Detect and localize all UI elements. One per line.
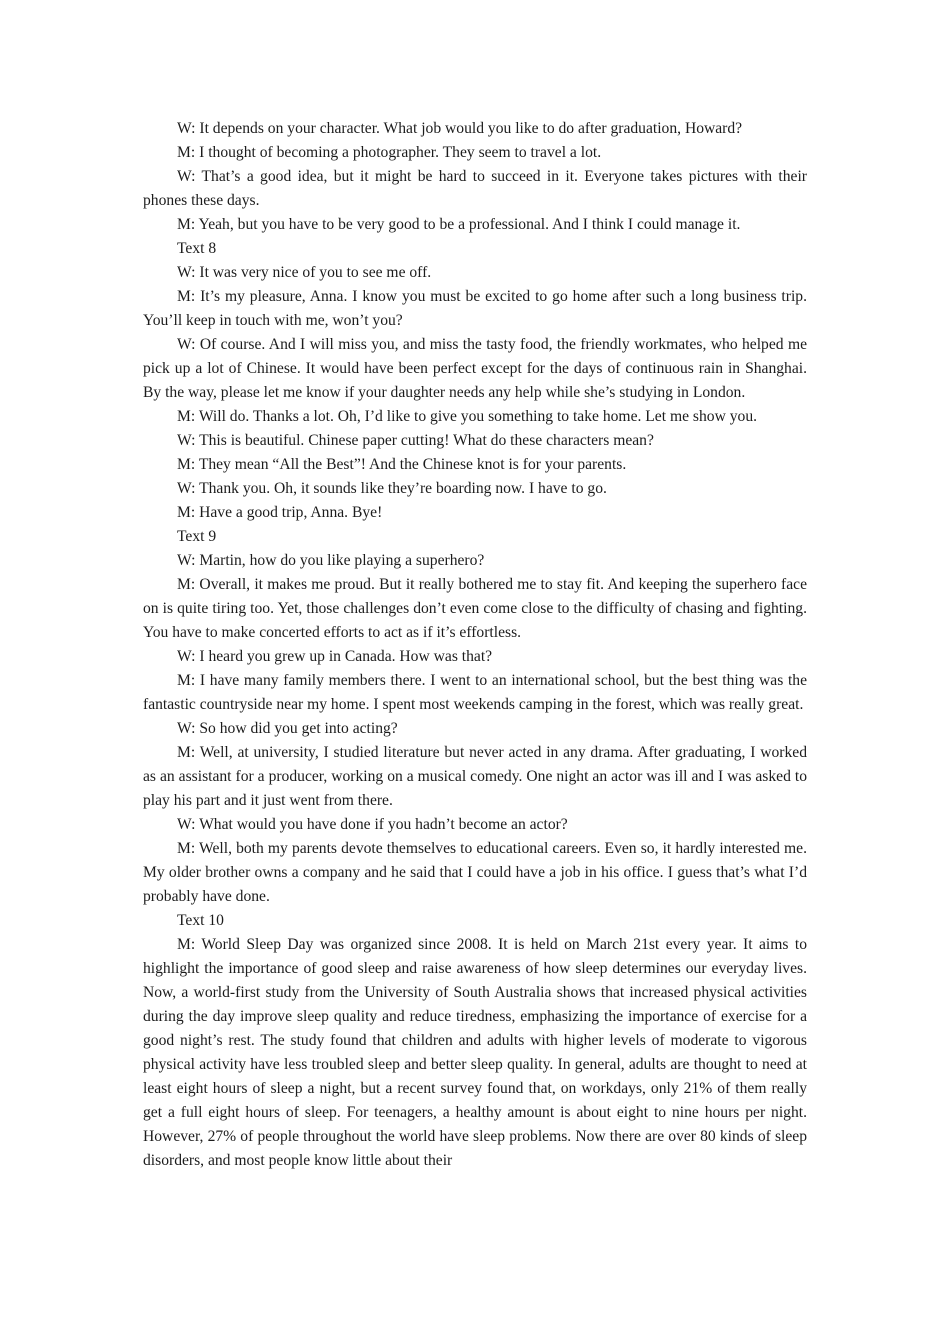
dialogue-line: W: It was very nice of you to see me off. — [177, 264, 432, 281]
dialogue-line: M: They mean “All the Best”! And the Chinese knot is for your parents. — [177, 456, 627, 473]
dialogue-line: W: Martin, how do you like playing a superhero? — [177, 552, 485, 569]
dialogue-line: M: Have a good trip, Anna. Bye! — [177, 504, 383, 521]
dialogue-line: M: I have many family members there. I went to an international school, but the best thing was the fantastic countryside near my home. I spent most weekends camping in the forest, which was really great. — [143, 672, 807, 713]
section-heading: Text 10 — [177, 912, 224, 929]
dialogue-line: M: Yeah, but you have to be very good to be a professional. And I think I could manage it. — [177, 216, 741, 233]
dialogue-line: W: Of course. And I will miss you, and miss the tasty food, the friendly workmates, who helped me pick up a lot of Chinese. It would have been perfect except for the days of continuous rain in Shanghai. By the way, please let me know if your daughter needs any help while she’s studying in London. — [143, 336, 807, 401]
dialogue-line: W: It depends on your character. What job would you like to do after graduation, Howard? — [177, 120, 743, 137]
section-heading: Text 8 — [177, 240, 217, 257]
dialogue-line: W: What would you have done if you hadn’t become an actor? — [177, 816, 568, 833]
document-page — [143, 117, 807, 1173]
dialogue-line: M: It’s my pleasure, Anna. I know you must be excited to go home after such a long business trip. You’ll keep in touch with me, won’t you? — [143, 288, 807, 329]
dialogue-line: W: This is beautiful. Chinese paper cutting! What do these characters mean? — [177, 432, 654, 449]
section-heading: Text 9 — [177, 528, 217, 545]
dialogue-line: M: Well, at university, I studied literature but never acted in any drama. After graduating, I worked as an assistant for a producer, working on a musical comedy. One night an actor was ill and I was asked to play his part and it just went from there. — [143, 744, 807, 809]
dialogue-line: M: Well, both my parents devote themselves to educational careers. Even so, it hardly interested me. My older brother owns a company and he said that I could have a job in his office. I guess that’s what I’d probably have done. — [143, 840, 807, 905]
monologue-paragraph: M: World Sleep Day was organized since 2008. It is held on March 21st every year. It aims to highlight the importance of good sleep and raise awareness of how sleep determines our everyday lives. Now, a world-first study from the University of South Australia shows that increased physical activities during the day improve sleep quality and reduce tiredness, emphasizing the importance of exercise for a good night’s rest. The study found that children and adults with higher levels of moderate to vigorous physical activity have less troubled sleep and better sleep quality. In general, adults are thought to need at least eight hours of sleep a night, but a recent survey found that, on workdays, only 21% of them really get a full eight hours of sleep. For teenagers, a healthy amount is about eight to nine hours per night. However, 27% of people throughout the world have sleep problems. Now there are over 80 kinds of sleep disorders, and most people know little about their — [143, 936, 807, 1169]
dialogue-line: W: So how did you get into acting? — [177, 720, 398, 737]
dialogue-line: W: That’s a good idea, but it might be hard to succeed in it. Everyone takes pictures with their phones these days. — [143, 168, 807, 209]
dialogue-line: W: Thank you. Oh, it sounds like they’re boarding now. I have to go. — [177, 480, 607, 497]
dialogue-line: M: I thought of becoming a photographer. They seem to travel a lot. — [177, 144, 602, 161]
dialogue-line: W: I heard you grew up in Canada. How was that? — [177, 648, 493, 665]
dialogue-line: M: Will do. Thanks a lot. Oh, I’d like to give you something to take home. Let me show you. — [177, 408, 758, 425]
dialogue-line: M: Overall, it makes me proud. But it really bothered me to stay fit. And keeping the superhero face on is quite tiring too. Yet, those challenges don’t even come close to the difficulty of chasing and fighting. You have to make concerted efforts to act as if it’s effortless. — [143, 576, 807, 641]
